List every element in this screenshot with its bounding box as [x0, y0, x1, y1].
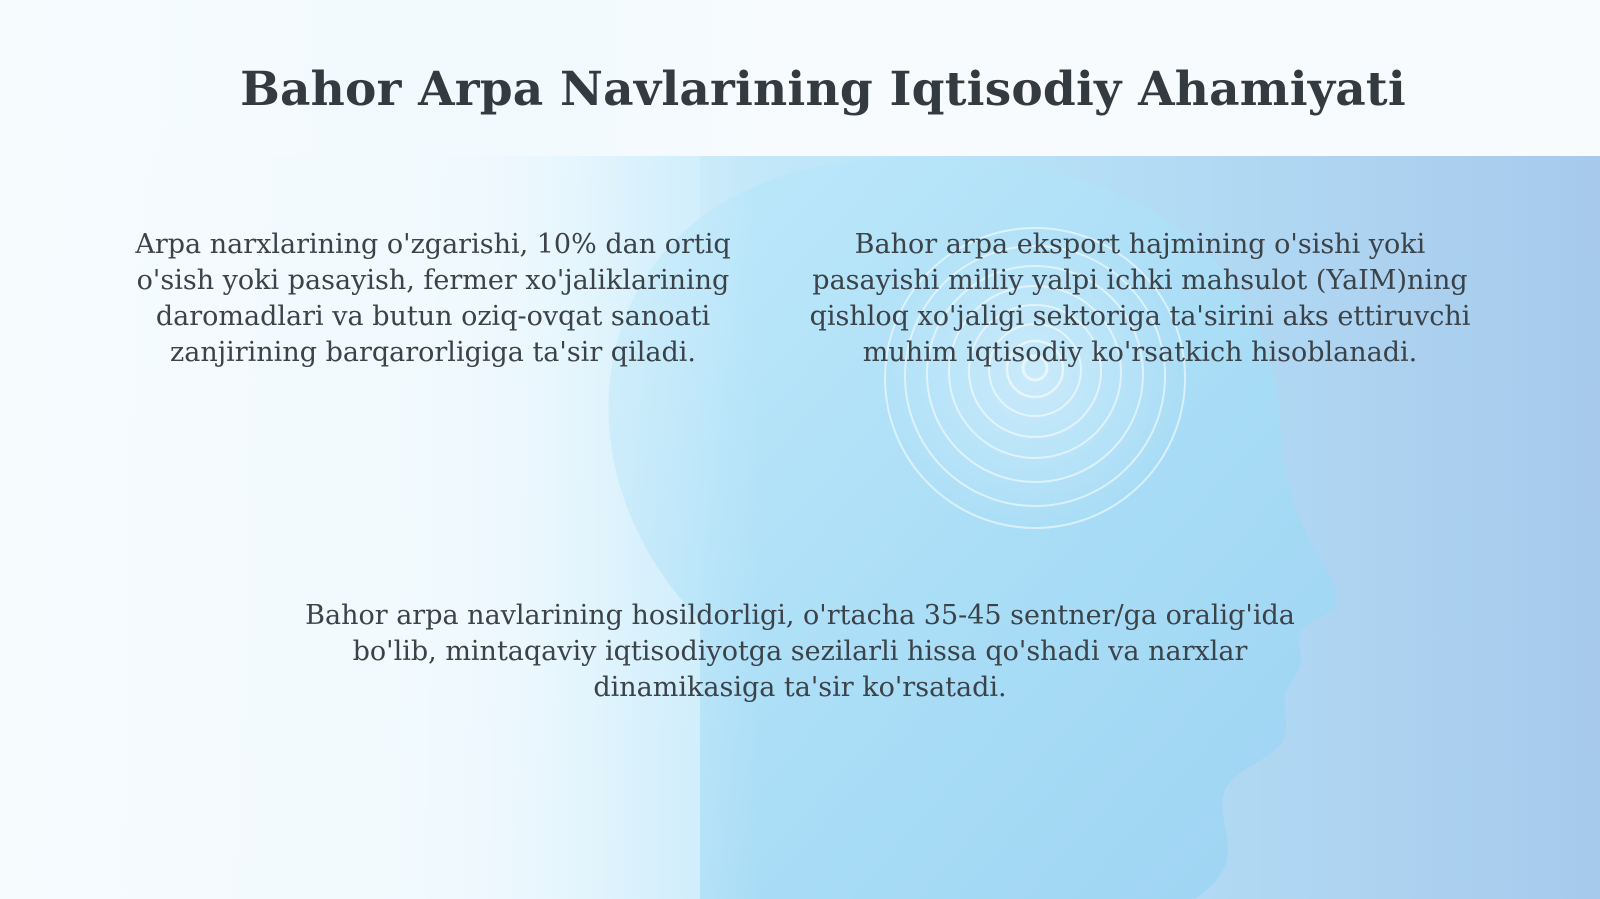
text-block-export-volume: Bahor arpa eksport hajmining o'sishi yoki pasayishi milliy yalpi ichki mahsulot (YaIM)ning qishloq xo'jaligi sektoriga ta'sirini aks ettiruvchi muhim iqtisodiy ko'rsatkich hisoblanadi. — [809, 229, 1471, 368]
text-block-yield: Bahor arpa navlarining hosildorligi, o'rtacha 35-45 sentner/ga oralig'ida bo'lib, mintaqaviy iqtisodiyotga sezilarli hissa qo'shadi va narxlar dinamikasiga ta'sir ko'rsatadi. — [305, 600, 1295, 703]
slide-title: Bahor Arpa Navlarining Iqtisodiy Ahamiyati — [240, 62, 1406, 117]
text-block-price-change: Arpa narxlarining o'zgarishi, 10% dan ortiq o'sish yoki pasayish, fermer xo'jaliklarining daromadlari va butun oziq-ovqat sanoati zanjirining barqarorligiga ta'sir qiladi. — [135, 229, 731, 368]
